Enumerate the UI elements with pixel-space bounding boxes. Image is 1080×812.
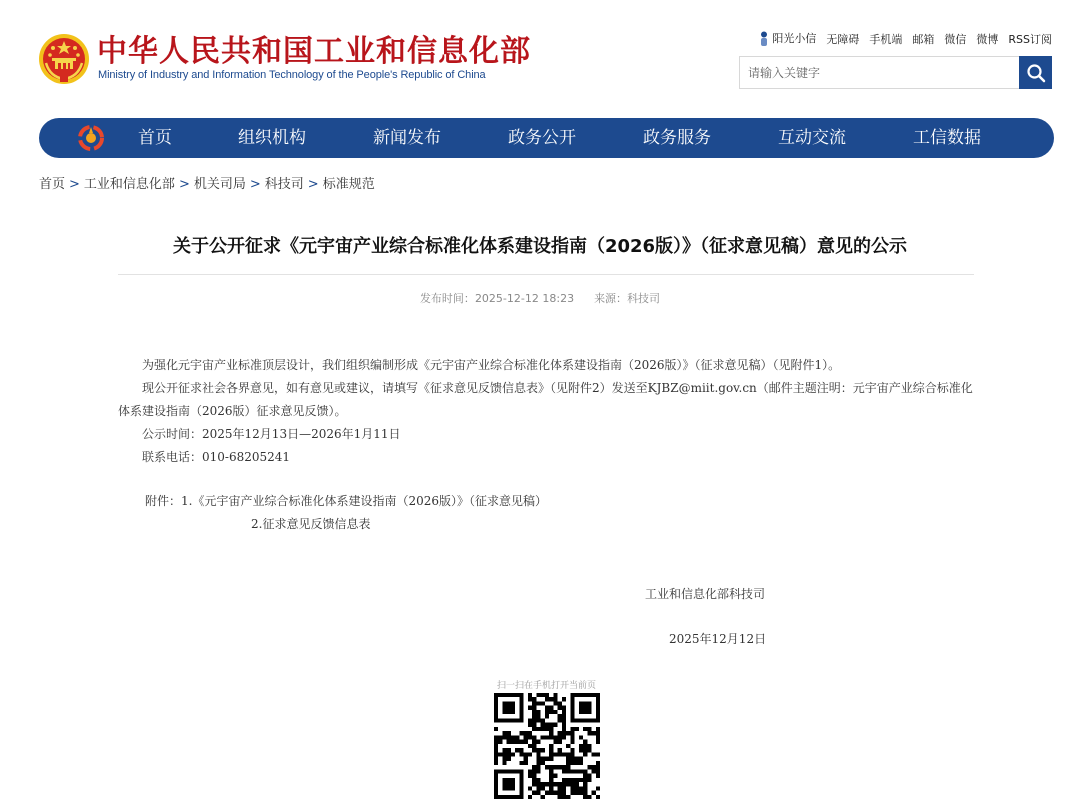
- top-links: [759, 30, 1052, 47]
- nav-item-data[interactable]: 工信数据: [913, 128, 981, 148]
- breadcrumb-separator: >: [69, 177, 80, 192]
- toplink-mobile[interactable]: 手机端: [869, 32, 903, 46]
- publish-time: 2025-12-12 18:23: [474, 292, 575, 305]
- breadcrumb-ministry[interactable]: 工业和信息化部: [83, 177, 175, 192]
- breadcrumb-separator: >: [178, 177, 190, 192]
- nav-item-organization[interactable]: 组织机构: [238, 128, 306, 148]
- signature-date: 2025年12月12日: [669, 632, 767, 646]
- search-input[interactable]: [740, 57, 1020, 88]
- nav-item-government-affairs[interactable]: 政务公开: [508, 128, 576, 148]
- toplink-sunshine-label: 阳光小信: [772, 32, 817, 45]
- toplink-mailbox[interactable]: 邮箱: [912, 32, 935, 46]
- search-button[interactable]: [1019, 56, 1052, 89]
- article-body: [118, 354, 980, 469]
- qr-caption: 扫一扫在手机打开当前页: [496, 681, 596, 691]
- national-emblem-icon[interactable]: [38, 33, 90, 85]
- attachment-link-2[interactable]: 2.征求意见反馈信息表: [251, 517, 371, 531]
- article-meta: [0, 290, 1080, 306]
- paragraph-contact: 联系电话：010-68205241: [142, 450, 291, 464]
- toplink-sunshine[interactable]: [759, 30, 816, 47]
- main-nav: [39, 118, 1054, 158]
- breadcrumb-departments[interactable]: 机关司局: [193, 177, 246, 192]
- nav-item-interaction[interactable]: 互动交流: [778, 128, 846, 148]
- search-box: [739, 56, 1052, 89]
- paragraph-intro: 为强化元宇宙产业标准顶层设计，我们组织编制形成《元宇宙产业综合标准化体系建设指南（2026版）》（征求意见稿）（见附件1）。: [142, 358, 841, 372]
- site-header: [0, 0, 1080, 110]
- paragraph-period: 公示时间：2025年12月13日—2026年1月11日: [142, 427, 401, 441]
- nav-item-government-services[interactable]: 政务服务: [643, 128, 711, 148]
- article-title: 关于公开征求《元宇宙产业综合标准化体系建设指南（2026版）》（征求意见稿）意见的公示: [172, 236, 908, 257]
- source-value: 科技司: [627, 292, 661, 305]
- breadcrumb-separator: >: [249, 177, 261, 192]
- source-label: 来源：: [594, 292, 628, 305]
- ministry-logo-icon[interactable]: [77, 124, 105, 152]
- breadcrumb-standards[interactable]: 标准规范: [322, 177, 375, 192]
- attachment-link-1[interactable]: 附件：1.《元宇宙产业综合标准化体系建设指南（2026版）》（征求意见稿）: [145, 494, 547, 508]
- signature-org: 工业和信息化部科技司: [645, 587, 766, 601]
- paragraph-solicitation: 现公开征求社会各界意见，如有意见或建议，请填写《征求意见反馈信息表》（见附件2）发送至KJBZ@miit.gov.cn（邮件主题注明：元宇宙产业综合标准化体系建设指南（2026版）征求意见反馈）。: [118, 381, 973, 418]
- site-title[interactable]: 中华人民共和国工业和信息化部: [97, 34, 531, 69]
- breadcrumb-science-tech[interactable]: 科技司: [264, 177, 304, 192]
- nav-item-home[interactable]: 首页: [138, 128, 172, 148]
- search-icon: [1026, 63, 1046, 83]
- breadcrumb-separator: >: [307, 177, 319, 192]
- person-icon: [759, 31, 769, 47]
- toplink-rss[interactable]: RSS订阅: [1008, 32, 1052, 46]
- breadcrumb-home[interactable]: 首页: [39, 177, 66, 192]
- breadcrumb: [39, 173, 375, 192]
- site-subtitle: Ministry of Industry and Information Technology of the People's Republic of China: [98, 69, 486, 81]
- title-divider: [118, 274, 974, 275]
- nav-item-news[interactable]: 新闻发布: [373, 128, 441, 148]
- publish-time-label: 发布时间：: [419, 292, 475, 305]
- qr-code: [494, 693, 600, 799]
- toplink-wechat[interactable]: 微信: [944, 32, 967, 46]
- toplink-accessibility[interactable]: 无障碍: [826, 32, 860, 46]
- toplink-weibo[interactable]: 微博: [976, 32, 999, 46]
